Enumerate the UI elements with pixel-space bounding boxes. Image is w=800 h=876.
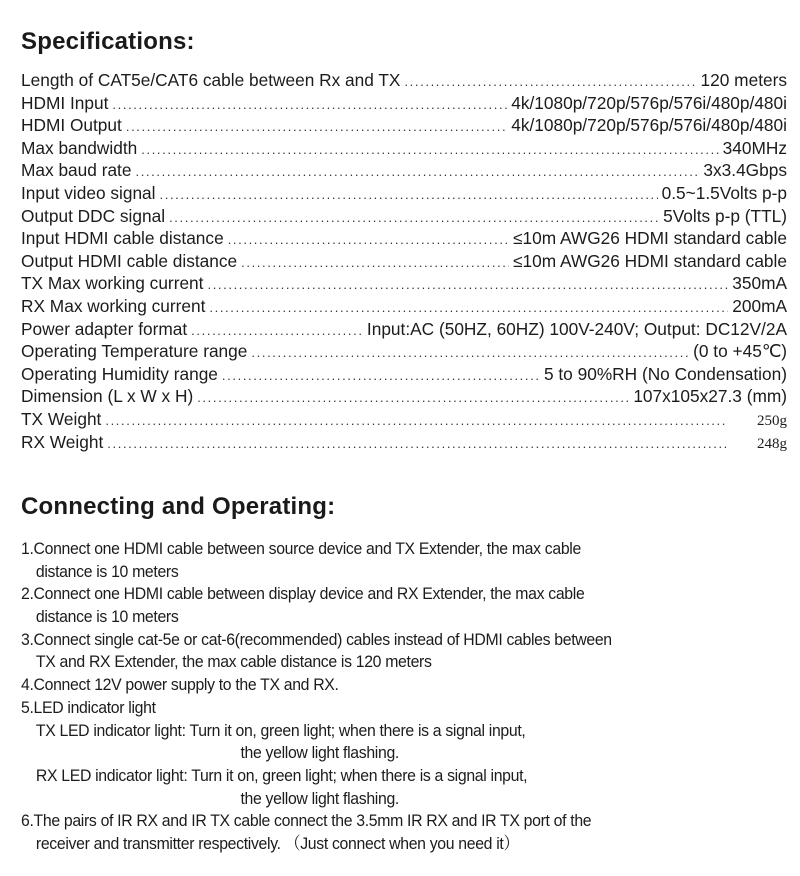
dot-leader	[135, 161, 699, 184]
spec-label: Input video signal	[21, 182, 156, 203]
spec-row	[21, 295, 787, 318]
dot-leader	[197, 387, 629, 410]
spec-value: ≤10m AWG26 HDMI standard cable	[513, 250, 787, 271]
step-line: 6.The pairs of IR RX and IR TX cable connect the 3.5mm IR RX and IR TX port of the	[21, 811, 592, 831]
spec-value: 107x105x27.3 (mm)	[633, 386, 787, 407]
step-line: the yellow light flashing.	[240, 743, 400, 763]
spec-row	[21, 431, 787, 454]
spec-label: Power adapter format	[21, 318, 188, 339]
spec-row	[21, 205, 787, 228]
dot-leader	[222, 365, 540, 388]
spec-row	[21, 340, 787, 363]
spec-label: Length of CAT5e/CAT6 cable between Rx and TX	[21, 70, 401, 90]
spec-row	[21, 227, 787, 250]
spec-row	[21, 363, 787, 386]
spec-row	[21, 137, 787, 160]
spec-label: Output DDC signal	[21, 205, 166, 226]
connecting-steps	[21, 538, 737, 856]
connecting-heading: Connecting and Operating:	[21, 493, 336, 520]
step-line: the yellow light flashing.	[240, 788, 400, 808]
step-line: TX and RX Extender, the max cable distance is 120 meters	[35, 652, 432, 672]
step-line: 3.Connect single cat-5e or cat-6(recommended) cables instead of HDMI cables between	[21, 629, 612, 649]
spec-value: (0 to +45℃)	[693, 341, 787, 362]
spec-label: HDMI Input	[21, 92, 109, 113]
spec-row	[21, 182, 787, 205]
spec-label: Operating Temperature range	[21, 341, 248, 362]
spec-value: 5 to 90%RH (No Condensation)	[543, 363, 787, 384]
dot-leader	[251, 342, 689, 365]
step-line: 2.Connect one HDMI cable between display device and RX Extender, the max cable	[21, 584, 585, 604]
spec-value: 350mA	[732, 273, 787, 294]
dot-leader	[141, 139, 718, 162]
spec-row	[21, 114, 787, 137]
spec-row	[21, 318, 787, 341]
specifications-list	[21, 69, 787, 453]
dot-leader	[191, 320, 363, 343]
spec-row	[21, 69, 787, 92]
dot-leader	[207, 274, 728, 297]
specifications-heading: Specifications:	[21, 28, 195, 55]
dot-leader	[126, 116, 507, 139]
step-line: TX LED indicator light: Turn it on, green light; when there is a signal input,	[35, 720, 526, 740]
spec-value: 340MHz	[722, 137, 787, 158]
spec-value: 5Volts p-p (TTL)	[663, 205, 787, 226]
spec-value: 3x3.4Gbps	[703, 160, 787, 181]
spec-label: Max baud rate	[21, 160, 132, 181]
spec-label: HDMI Output	[21, 115, 122, 136]
spec-row	[21, 408, 787, 431]
step-line: 4.Connect 12V power supply to the TX and RX.	[21, 675, 339, 695]
step-line: distance is 10 meters	[35, 607, 179, 627]
spec-value: 200mA	[732, 295, 787, 316]
spec-value: 120 meters	[700, 70, 787, 90]
dot-leader	[112, 94, 507, 117]
spec-label: RX Max working current	[21, 295, 206, 316]
spec-value: ≤10m AWG26 HDMI standard cable	[513, 228, 787, 249]
spec-row	[21, 385, 787, 408]
step-line: RX LED indicator light: Turn it on, green light; when there is a signal input,	[35, 765, 528, 785]
spec-label: Operating Humidity range	[21, 363, 218, 384]
spec-label: RX Weight	[21, 431, 104, 452]
dot-leader	[241, 252, 509, 275]
dot-leader	[209, 297, 728, 320]
dot-leader	[107, 433, 753, 456]
spec-label: TX Weight	[21, 408, 102, 429]
spec-label: Output HDMI cable distance	[21, 250, 238, 271]
step-line: receiver and transmitter respectively. （Just connect when you need it）	[35, 833, 519, 853]
spec-value: 0.5~1.5Volts p-p	[661, 182, 787, 203]
spec-label: Max bandwidth	[21, 137, 138, 158]
spec-row	[21, 159, 787, 182]
spec-value: 4k/1080p/720p/576p/576i/480p/480i	[511, 92, 787, 113]
dot-leader	[228, 229, 509, 252]
dot-leader	[160, 184, 658, 207]
step-line: 5.LED indicator light	[21, 697, 156, 717]
spec-label: Input HDMI cable distance	[21, 228, 224, 249]
spec-row	[21, 92, 787, 115]
dot-leader	[169, 207, 659, 230]
spec-label: Dimension (L x W x H)	[21, 386, 194, 407]
spec-value: 248g	[757, 435, 787, 452]
spec-value: 4k/1080p/720p/576p/576i/480p/480i	[511, 115, 787, 136]
spec-row	[21, 272, 787, 295]
spec-value: Input:AC (50HZ, 60HZ) 100V-240V; Output: DC12V/2A	[366, 318, 787, 339]
spec-label: TX Max working current	[21, 273, 204, 294]
spec-value: 250g	[757, 412, 787, 429]
step-line: 1.Connect one HDMI cable between source device and TX Extender, the max cable	[21, 539, 581, 558]
spec-row	[21, 250, 787, 273]
dot-leader	[404, 71, 696, 94]
step-line: distance is 10 meters	[35, 561, 179, 581]
dot-leader	[105, 410, 753, 433]
